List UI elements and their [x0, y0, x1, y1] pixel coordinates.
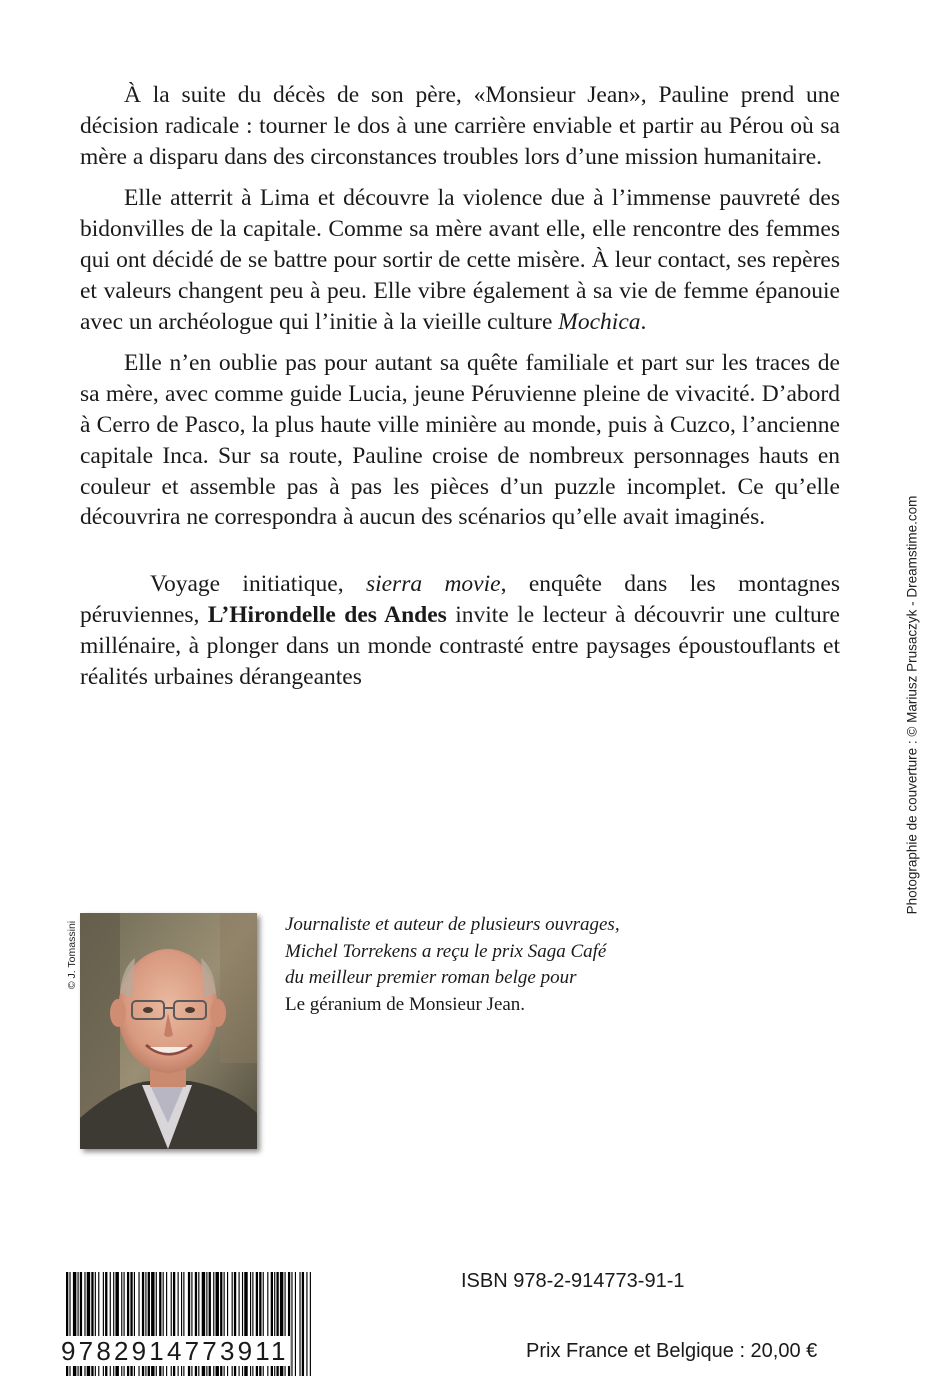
barcode-digits: [60, 1336, 320, 1367]
blurb-p2-italic: Mochica: [558, 308, 641, 335]
bio-line-1: Journaliste et auteur de plusieurs ouvrages,: [285, 914, 620, 935]
book-title: L’Hirondelle des Andes: [207, 601, 447, 628]
blurb-p2-text: Elle atterrit à Lima et découvre la violence due à l’immense pauvreté des bidonvilles de la capitale. Comme sa mère avant elle, elle rencontre des femmes qui ont décidé de se battre pour sortir de cette misère. À leur contact, ses repères et valeurs changent peu à peu. Elle vibre également à sa vie de femme épanouie avec un archéologue qui l’initie à la vieille culture: [80, 185, 840, 335]
bio-line-2: Michel Torrekens a reçu le prix Saga Café: [285, 940, 607, 962]
blurb-paragraph-4: [80, 569, 840, 692]
blurb-paragraph-2: [80, 183, 840, 337]
barcode-number: 9782914773911: [61, 1336, 289, 1366]
author-bio: [285, 912, 685, 1018]
author-photo-credit: © J. Tomassini: [66, 920, 78, 990]
back-cover-blurb: [80, 80, 840, 703]
bio-line-3: du meilleur premier roman belge pour: [285, 967, 577, 988]
cover-photo-credit: Photographie de couverture : © Mariusz Prusaczyk - Dreamstime.com: [904, 495, 920, 915]
isbn: ISBN 978-2-914773-91-1: [461, 1270, 685, 1292]
bio-line-4: Le géranium de Monsieur Jean.: [285, 993, 526, 1015]
blurb-p2-end: .: [640, 308, 647, 335]
blurb-p4-italic: sierra movie: [365, 571, 501, 598]
blurb-p4-text-b: , enquête dans les montagnes péruviennes,: [80, 571, 840, 628]
author-photo: [80, 913, 257, 1149]
blurb-p4-text-c: invite le lecteur à découvrir une culture millénaire, à plonger dans un monde contrasté entre paysages époustouflants et réalités urbaines dérangeantes: [80, 601, 840, 690]
blurb-paragraph-3: Elle n’en oublie pas pour autant sa quête familiale et part sur les traces de sa mère, avec comme guide Lucia, jeune Péruvienne pleine de vivacité. D’abord à Cerro de Pasco, la plus haute ville minière au monde, puis à Cuzco, l’ancienne capitale Inca. Sur sa route, Pauline croise de nombreux personnages hauts en couleur et assemble pas à pas les pièces d’un puzzle incomplet. Ce qu’elle découvrira ne correspondra à aucun des scénarios qu’elle avait imaginés.: [80, 350, 840, 531]
blurb-paragraph-1: À la suite du décès de son père, «Monsieur Jean», Pauline prend une décision radicale : tourner le dos à une carrière enviable et partir au Pérou où sa mère a disparu dans des circonstances troubles lors d’une mission humanitaire.: [80, 82, 840, 170]
blurb-p4-text-a: Voyage initiatique,: [150, 571, 366, 598]
price: Prix France et Belgique : 20,00 €: [526, 1340, 818, 1362]
author-portrait-image: [80, 913, 257, 1149]
